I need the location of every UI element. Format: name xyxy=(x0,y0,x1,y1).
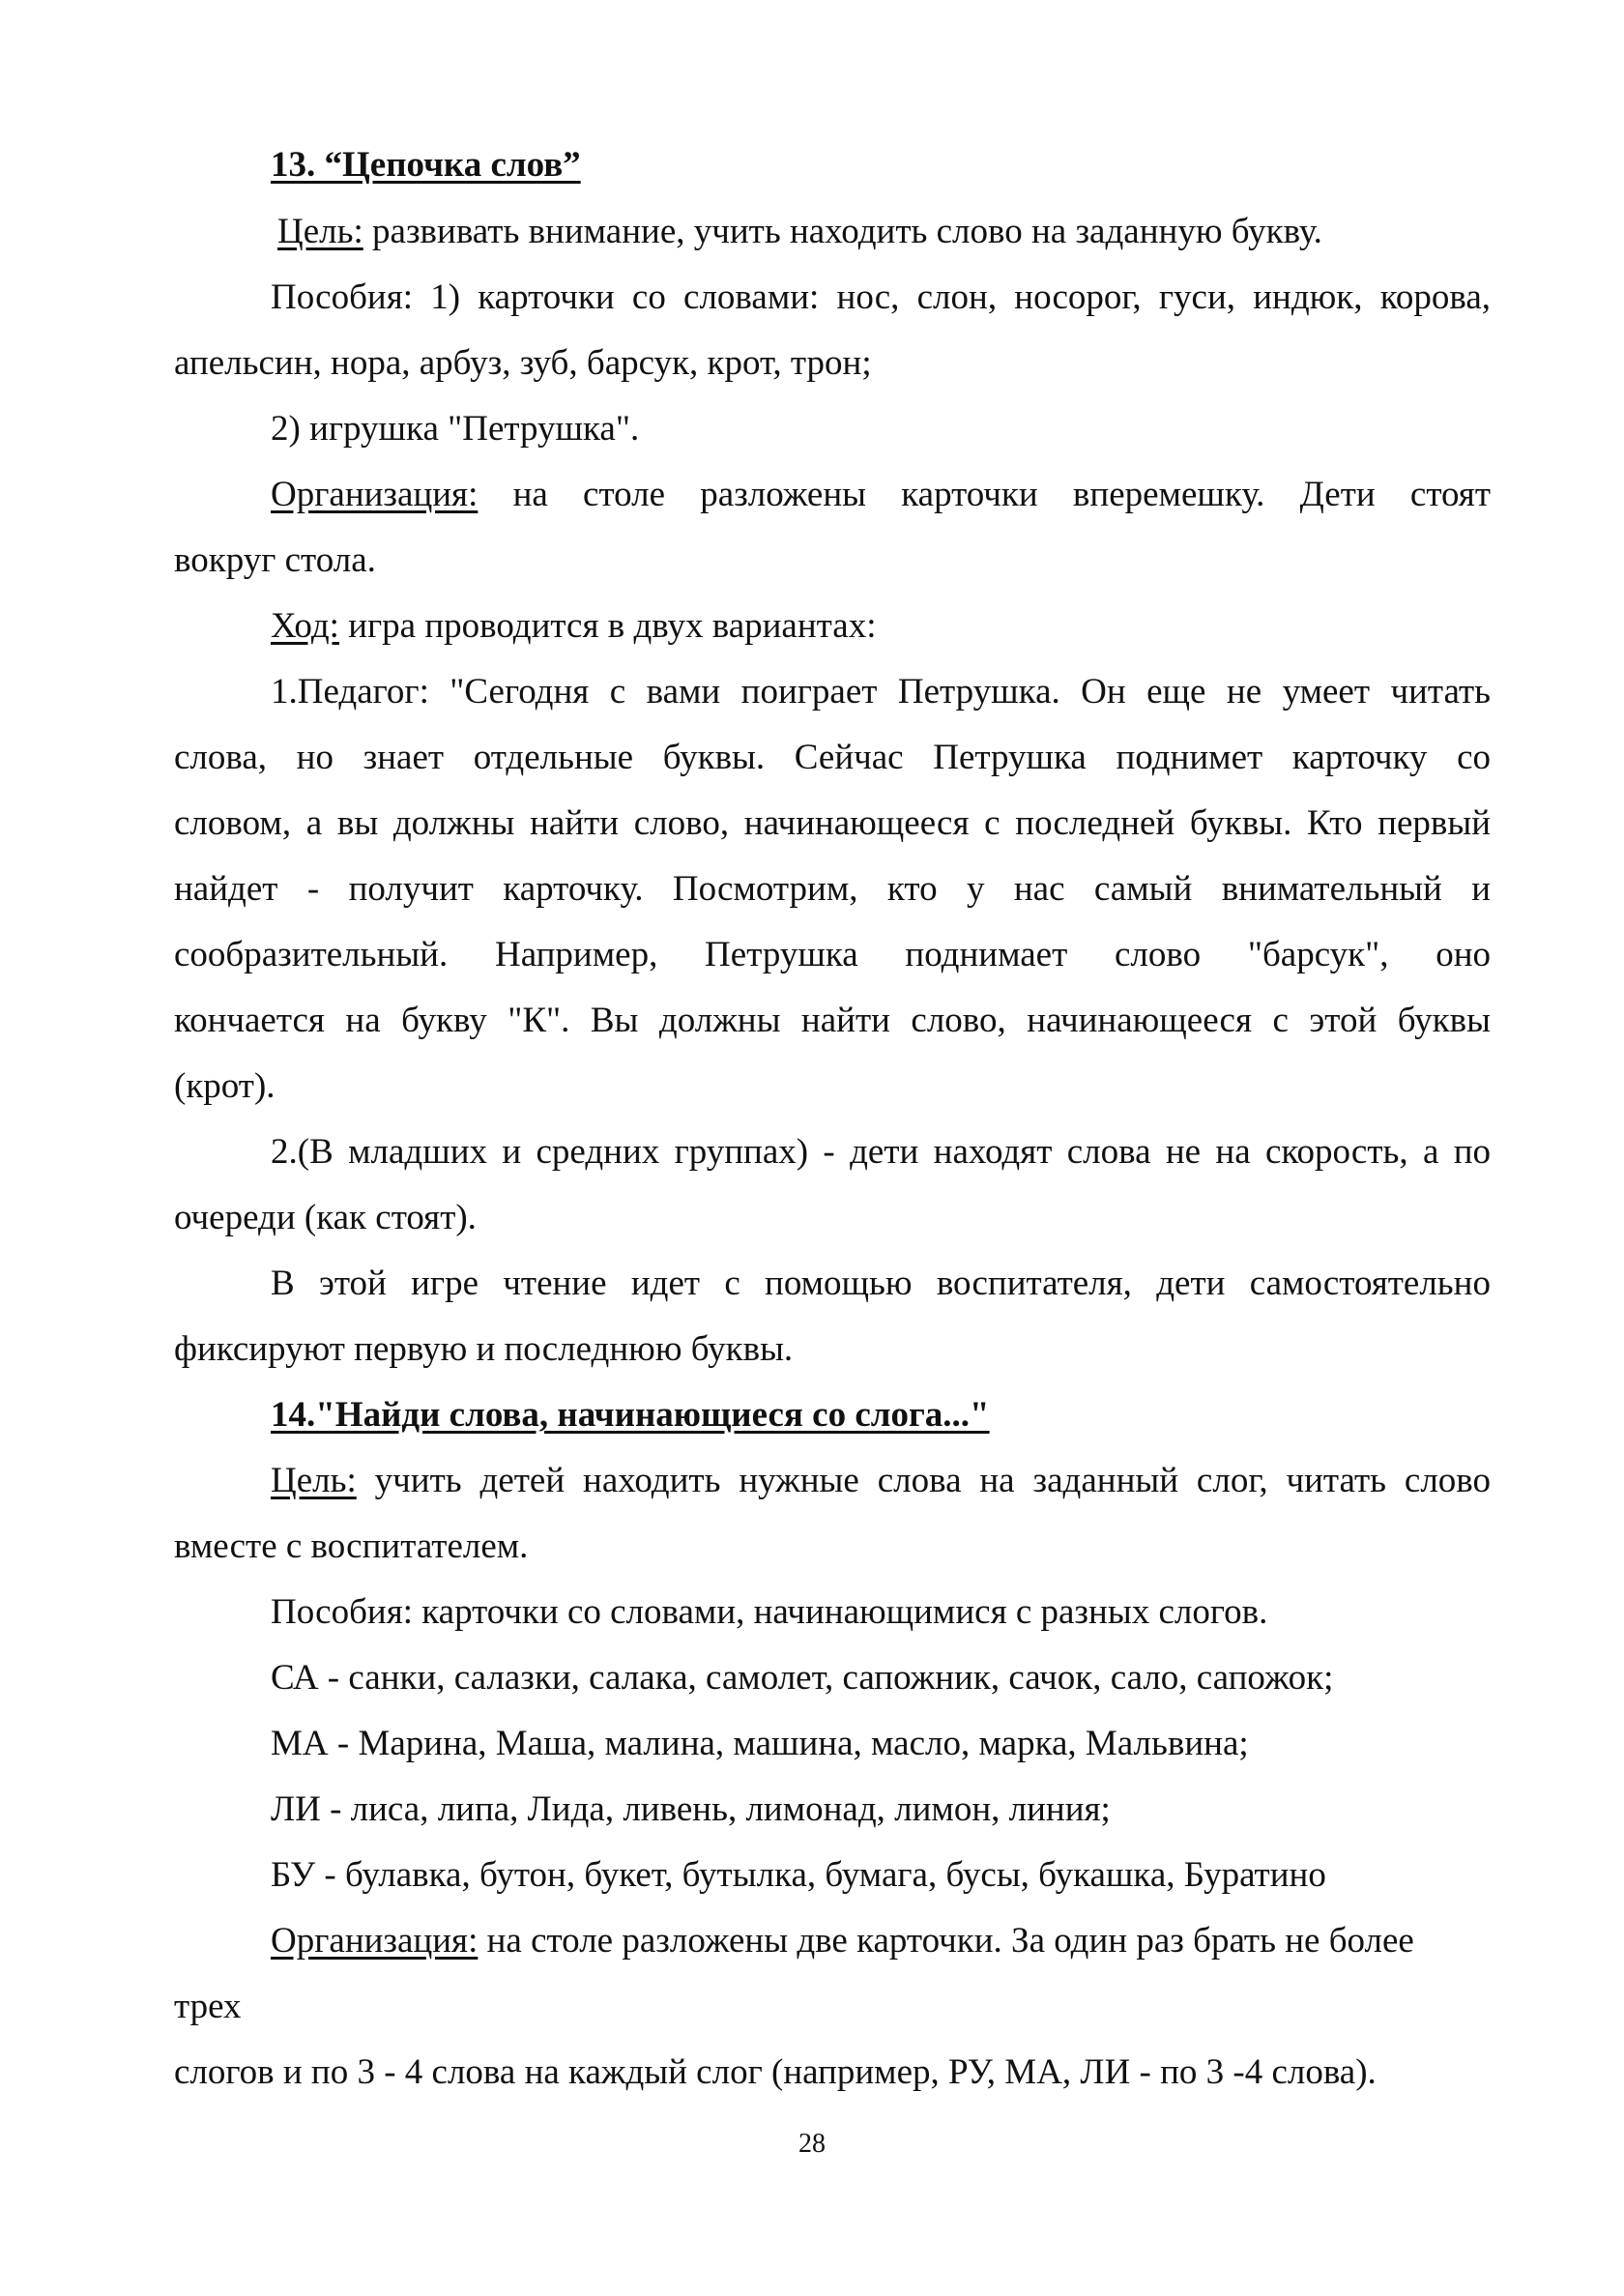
section-13-goal xyxy=(174,209,1491,255)
move-label: Ход: xyxy=(271,606,339,646)
section-13-organization xyxy=(174,472,1491,518)
syllable-line-sa: СА - санки, салазки, салака, самолет, сапожник, сачок, сало, сапожок; xyxy=(271,1658,1334,1698)
variant-2-line: 2.(В младших и средних группах) - дети находят слова не на скорость, а по xyxy=(271,1132,1491,1172)
section-14-organization-line-2: трех xyxy=(174,1987,242,2026)
page-number: 28 xyxy=(798,2129,826,2159)
variant-1-line: 1.Педагог: "Сегодня с вами поиграет Петрушка. Он еще не умеет читать xyxy=(271,672,1491,712)
section-13-aids-line-1: Пособия: 1) карточки со словами: нос, слон, носорог, гуси, индюк, корова, xyxy=(271,277,1491,317)
section-14-aids: Пособия: карточки со словами, начинающимися с разных слогов. xyxy=(271,1592,1268,1632)
organization-label: Организация: xyxy=(271,1921,478,1961)
section-13-move xyxy=(174,603,1491,650)
section-14-goal-line-2: вместе с воспитателем. xyxy=(174,1526,529,1566)
organization-label: Организация: xyxy=(271,475,478,514)
section-14-organization-line-3: слогов и по 3 - 4 слова на каждый слог (например, РУ, МА, ЛИ - по 3 -4 слова). xyxy=(174,2052,1377,2092)
variant-1-line: словом, а вы должны найти слово, начинающееся с последней буквы. Кто первый xyxy=(174,803,1491,843)
goal-label: Цель: xyxy=(277,212,363,251)
goal-text: развивать внимание, учить находить слово на заданную букву. xyxy=(362,212,1322,251)
organization-text: на столе разложены две карточки. За один раз брать не более xyxy=(478,1921,1414,1961)
section-13-aids-line-2: апельсин, нора, арбуз, зуб, барсук, крот, трон; xyxy=(174,343,872,383)
move-text: игра проводится в двух вариантах: xyxy=(338,606,877,646)
note-line: В этой игре чтение идет с помощью воспитателя, дети самостоятельно xyxy=(271,1264,1491,1303)
variant-1-line: найдет - получит карточку. Посмотрим, кто у нас самый внимательный и xyxy=(174,869,1491,909)
variant-1-line: кончается на букву "К". Вы должны найти слово, начинающееся с этой буквы xyxy=(174,1001,1491,1040)
syllable-line-ma: МА - Марина, Маша, малина, машина, масло, марка, Мальвина; xyxy=(271,1724,1249,1763)
variant-2-line: очереди (как стоят). xyxy=(174,1198,477,1237)
variant-1-line: сообразительный. Например, Петрушка поднимает слово "барсук", оно xyxy=(174,935,1491,974)
goal-label: Цель: xyxy=(271,1461,357,1500)
variant-1-line: слова, но знает отдельные буквы. Сейчас Петрушка поднимет карточку со xyxy=(174,738,1491,777)
organization-text: на столе разложены карточки вперемешку. Дети стоят xyxy=(478,475,1491,514)
section-14-title: 14."Найди слова, начинающиеся со слога..." xyxy=(271,1395,990,1435)
section-14-goal xyxy=(174,1458,1491,1504)
syllable-line-bu: БУ - булавка, бутон, букет, бутылка, бумага, бусы, букашка, Буратино xyxy=(271,1855,1326,1895)
section-13-organization-line-2: вокруг стола. xyxy=(174,540,376,580)
variant-1-line: (крот). xyxy=(174,1066,276,1106)
section-13-title: 13. “Цепочка слов” xyxy=(271,145,581,185)
goal-text: учить детей находить нужные слова на заданный слог, читать слово xyxy=(356,1461,1491,1500)
section-14-organization xyxy=(174,1918,1491,1964)
note-line: фиксируют первую и последнюю буквы. xyxy=(174,1329,794,1369)
section-13-aids-line-3: 2) игрушка "Петрушка". xyxy=(271,409,640,449)
syllable-line-li: ЛИ - лиса, липа, Лида, ливень, лимонад, лимон, линия; xyxy=(271,1789,1111,1829)
